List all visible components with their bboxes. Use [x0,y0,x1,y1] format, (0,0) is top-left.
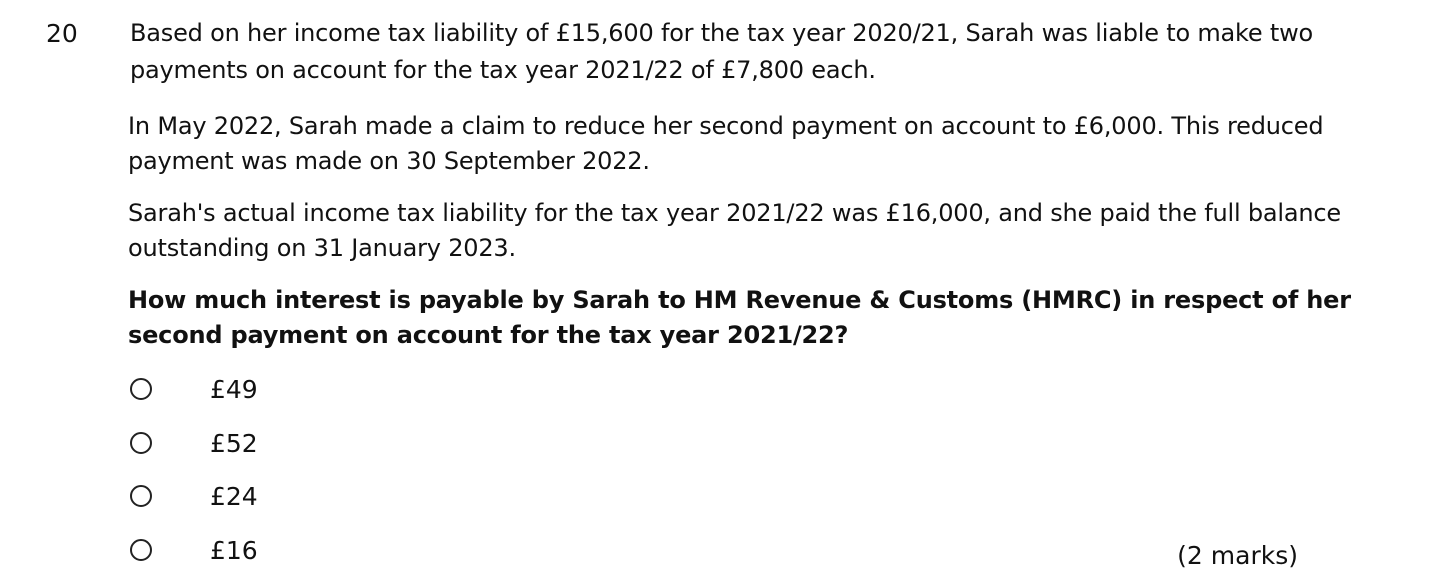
option-label: £24 [210,481,258,511]
radio-button[interactable] [130,378,152,400]
paragraph-3: Sarah's actual income tax liability for the tax year 2021/22 was £16,000, and she paid the full balance outstanding on 31 January 2023. [128,199,1341,262]
option-4[interactable] [130,535,258,565]
question-number: 20 [46,19,78,48]
paragraph-2: In May 2022, Sarah made a claim to reduce her second payment on account to £6,000. This reduced payment was made on 30 September 2022. [128,112,1324,175]
option-2[interactable] [130,428,258,458]
option-label: £52 [210,428,258,458]
option-3[interactable] [130,481,258,511]
option-1[interactable] [130,374,258,404]
option-label: £16 [210,535,258,565]
question-prompt: How much interest is payable by Sarah to HM Revenue & Customs (HMRC) in respect of her second payment on account for the tax year 2021/22? [128,286,1351,349]
radio-button[interactable] [130,485,152,507]
paragraph-1: Based on her income tax liability of £15,600 for the tax year 2020/21, Sarah was liable to make two payments on account for the tax year 2021/22 of £7,800 each. [130,19,1314,84]
option-label: £49 [210,374,258,404]
radio-button[interactable] [130,539,152,561]
marks-label: (2 marks) [1177,541,1298,570]
radio-button[interactable] [130,432,152,454]
